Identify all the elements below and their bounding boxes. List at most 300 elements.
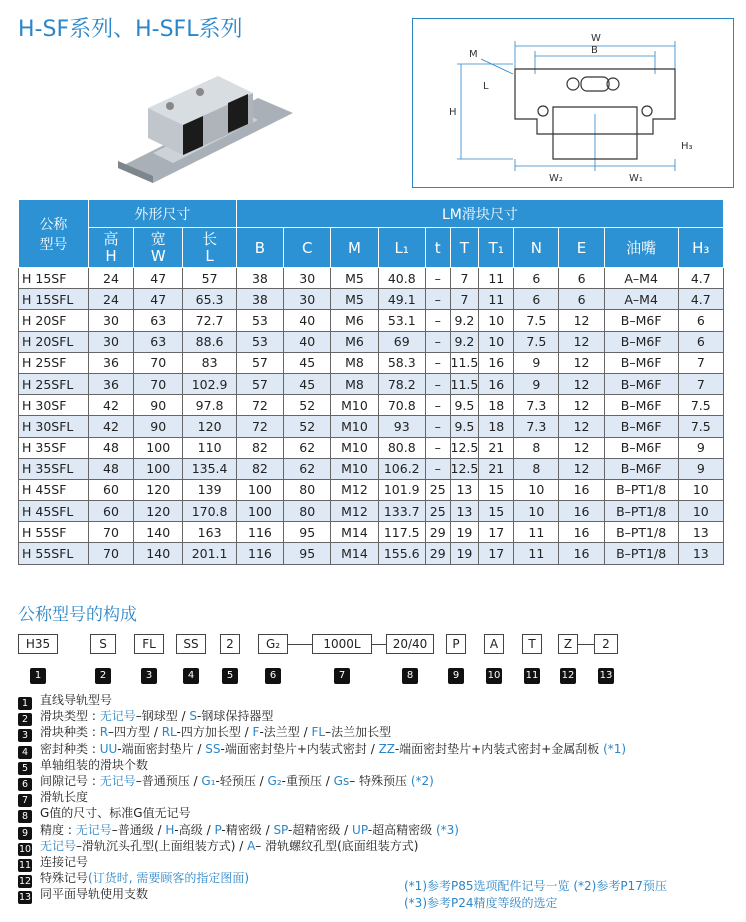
value-cell: 9.2 <box>450 331 479 352</box>
table-row <box>19 522 724 543</box>
value-cell: 120 <box>134 479 183 500</box>
model-cell: H 30SFL <box>19 416 89 437</box>
code-number-badge: 11 <box>524 668 540 684</box>
value-cell: 62 <box>284 437 331 458</box>
value-cell: 45 <box>284 373 331 394</box>
value-cell: 57 <box>183 268 236 289</box>
value-cell: 30 <box>284 289 331 310</box>
description-text: (订货时, 需要顾客的指定图面) <box>88 871 250 886</box>
note-line: (*1)参考P85选项配件记号一览 (*2)参考P17预压 <box>404 879 667 893</box>
description-text: SP <box>273 822 289 837</box>
description-text: -法兰型 / <box>259 725 312 740</box>
value-cell: 7.5 <box>514 310 559 331</box>
description-text: UU <box>99 741 118 756</box>
description-number: 8 <box>18 810 32 823</box>
code-box: 1000L <box>312 634 372 654</box>
value-cell: 12 <box>559 395 604 416</box>
value-cell: M10 <box>331 395 378 416</box>
code-number-badge: 3 <box>141 668 157 684</box>
value-cell: B–PT1/8 <box>604 501 678 522</box>
description-text: G₂ <box>267 773 282 788</box>
code-connector <box>578 644 594 645</box>
value-cell: 21 <box>479 437 514 458</box>
label-b: B <box>591 45 598 56</box>
value-cell: 9.2 <box>450 310 479 331</box>
value-cell: 11 <box>514 543 559 564</box>
description-number: 13 <box>18 892 32 904</box>
value-cell: 17 <box>479 543 514 564</box>
value-cell: 7.5 <box>678 416 723 437</box>
value-cell: 6 <box>514 268 559 289</box>
value-cell: 10 <box>514 501 559 522</box>
description-number: 10 <box>18 843 32 855</box>
value-cell: 11 <box>514 522 559 543</box>
table-row <box>19 331 724 352</box>
value-cell: 100 <box>236 479 283 500</box>
value-cell: – <box>425 268 450 289</box>
description-text: 间隙记号 : <box>40 773 100 788</box>
value-cell: 70 <box>134 352 183 373</box>
description-text: (*2) <box>410 773 434 788</box>
value-cell: 6 <box>678 331 723 352</box>
value-cell: 7.5 <box>678 395 723 416</box>
description-number: 11 <box>18 859 32 871</box>
table-row <box>19 458 724 479</box>
description-text: 连接记号 <box>40 854 89 869</box>
description-text: –钢球型 / <box>135 709 190 724</box>
value-cell: 53 <box>236 331 283 352</box>
label-h: H <box>449 107 457 118</box>
value-cell: 52 <box>284 395 331 416</box>
description-text: G₁ <box>201 773 216 788</box>
description-line <box>18 789 738 805</box>
value-cell: – <box>425 458 450 479</box>
value-cell: B–M6F <box>604 437 678 458</box>
description-text: –法兰加长型 <box>325 725 392 740</box>
header-block-col: T <box>450 228 479 268</box>
value-cell: 12 <box>559 310 604 331</box>
value-cell: 17 <box>479 522 514 543</box>
header-outer: 外形尺寸 <box>88 200 236 228</box>
value-cell: 10 <box>514 479 559 500</box>
value-cell: 93 <box>378 416 425 437</box>
value-cell: 7 <box>678 352 723 373</box>
value-cell: 101.9 <box>378 479 425 500</box>
value-cell: 47 <box>134 289 183 310</box>
description-number: 12 <box>18 876 32 888</box>
value-cell: B–M6F <box>604 352 678 373</box>
model-cell: H 30SF <box>19 395 89 416</box>
value-cell: 13 <box>678 522 723 543</box>
label-h3: H₃ <box>681 141 693 152</box>
header-outer-col: 高 H <box>88 228 133 268</box>
value-cell: 12.5 <box>450 437 479 458</box>
value-cell: 63 <box>134 310 183 331</box>
table-row <box>19 501 724 522</box>
table-row <box>19 289 724 310</box>
value-cell: 12 <box>559 458 604 479</box>
value-cell: A–M4 <box>604 268 678 289</box>
code-box: 2 <box>594 634 618 654</box>
value-cell: 13 <box>450 501 479 522</box>
value-cell: A–M4 <box>604 289 678 310</box>
reference-notes <box>404 878 667 912</box>
value-cell: 65.3 <box>183 289 236 310</box>
value-cell: B–PT1/8 <box>604 479 678 500</box>
table-row <box>19 416 724 437</box>
header-block-col: E <box>559 228 604 268</box>
value-cell: 16 <box>479 352 514 373</box>
value-cell: 95 <box>284 522 331 543</box>
description-text: 滑块种类 : <box>40 725 100 740</box>
value-cell: 83 <box>183 352 236 373</box>
value-cell: M6 <box>331 310 378 331</box>
description-line <box>18 724 738 740</box>
value-cell: 9.5 <box>450 395 479 416</box>
description-line <box>18 822 738 838</box>
header-outer-col: 宽 W <box>134 228 183 268</box>
value-cell: 6 <box>559 268 604 289</box>
value-cell: 82 <box>236 458 283 479</box>
description-number: 9 <box>18 827 32 840</box>
value-cell: 29 <box>425 543 450 564</box>
header-block-col: N <box>514 228 559 268</box>
description-text: 密封种类 : <box>40 741 100 756</box>
description-text: (*3) <box>435 822 459 837</box>
code-number-badge: 9 <box>448 668 464 684</box>
description-line <box>18 838 738 854</box>
code-number-badge: 13 <box>598 668 614 684</box>
value-cell: 40 <box>284 310 331 331</box>
code-number-badge: 5 <box>222 668 238 684</box>
code-section-title: 公称型号的构成 <box>18 605 137 625</box>
value-cell: 60 <box>88 501 133 522</box>
value-cell: 38 <box>236 268 283 289</box>
product-photo <box>108 58 308 188</box>
header-block-col: T₁ <box>479 228 514 268</box>
value-cell: 16 <box>559 543 604 564</box>
description-text: FL <box>311 725 326 740</box>
description-text: 同平面导轨使用支数 <box>40 887 149 902</box>
description-text: –滑轨沉头孔型(上面组装方式) / <box>76 838 248 853</box>
value-cell: 10 <box>678 501 723 522</box>
value-cell: 70 <box>88 543 133 564</box>
code-number-badge: 10 <box>486 668 502 684</box>
value-cell: – <box>425 373 450 394</box>
value-cell: 6 <box>678 310 723 331</box>
value-cell: 63 <box>134 331 183 352</box>
header-block-col: B <box>236 228 283 268</box>
value-cell: 13 <box>450 479 479 500</box>
description-line <box>18 708 738 724</box>
page-title: H-SF系列、H-SFL系列 <box>18 17 243 42</box>
code-box: A <box>484 634 504 654</box>
value-cell: 53.1 <box>378 310 425 331</box>
value-cell: 25 <box>425 479 450 500</box>
value-cell: 12.5 <box>450 458 479 479</box>
value-cell: 106.2 <box>378 458 425 479</box>
value-cell: M8 <box>331 373 378 394</box>
value-cell: 29 <box>425 522 450 543</box>
value-cell: 120 <box>183 416 236 437</box>
value-cell: 7.3 <box>514 416 559 437</box>
description-text: S <box>189 709 198 724</box>
value-cell: M5 <box>331 268 378 289</box>
value-cell: 13 <box>678 543 723 564</box>
value-cell: M14 <box>331 522 378 543</box>
note-line: (*3)参考P24精度等级的选定 <box>404 896 558 910</box>
value-cell: 8 <box>514 437 559 458</box>
value-cell: B–PT1/8 <box>604 522 678 543</box>
value-cell: 19 <box>450 522 479 543</box>
value-cell: 36 <box>88 373 133 394</box>
description-text: H <box>165 822 175 837</box>
description-line <box>18 805 738 821</box>
code-number-badge: 12 <box>560 668 576 684</box>
description-text: 滑块类型 : <box>40 709 100 724</box>
value-cell: 10 <box>479 331 514 352</box>
label-w1: W₁ <box>629 173 643 184</box>
code-number-badge: 6 <box>265 668 281 684</box>
value-cell: M6 <box>331 331 378 352</box>
value-cell: B–M6F <box>604 373 678 394</box>
value-cell: 21 <box>479 458 514 479</box>
value-cell: 9 <box>678 458 723 479</box>
description-text: 直线导轨型号 <box>40 693 113 707</box>
description-text: 无记号 <box>99 709 136 724</box>
value-cell: – <box>425 437 450 458</box>
value-cell: 53 <box>236 310 283 331</box>
model-cell: H 35SFL <box>19 458 89 479</box>
value-cell: 201.1 <box>183 543 236 564</box>
value-cell: 69 <box>378 331 425 352</box>
value-cell: 70 <box>88 522 133 543</box>
value-cell: 10 <box>479 310 514 331</box>
model-cell: H 25SF <box>19 352 89 373</box>
value-cell: 100 <box>236 501 283 522</box>
value-cell: 70.8 <box>378 395 425 416</box>
description-text: -端面密封垫片+内装式密封 / <box>220 741 379 756</box>
value-cell: 110 <box>183 437 236 458</box>
header-outer-col: 长 L <box>183 228 236 268</box>
table-row <box>19 479 724 500</box>
value-cell: 90 <box>134 395 183 416</box>
description-text: 精度 : <box>40 822 76 837</box>
model-cell: H 15SF <box>19 268 89 289</box>
value-cell: M10 <box>331 437 378 458</box>
description-text: P <box>214 822 222 837</box>
description-text: – 滑轨螺纹孔型(底面组装方式) <box>255 838 419 853</box>
value-cell: 11 <box>479 289 514 310</box>
value-cell: M8 <box>331 352 378 373</box>
value-cell: 25 <box>425 501 450 522</box>
value-cell: 36 <box>88 352 133 373</box>
value-cell: 7 <box>450 289 479 310</box>
value-cell: 15 <box>479 501 514 522</box>
value-cell: 40 <box>284 331 331 352</box>
value-cell: 133.7 <box>378 501 425 522</box>
value-cell: M5 <box>331 289 378 310</box>
value-cell: 58.3 <box>378 352 425 373</box>
value-cell: 42 <box>88 395 133 416</box>
description-text: -超精密级 / <box>288 822 353 837</box>
value-cell: 57 <box>236 352 283 373</box>
code-box: G₂ <box>258 634 288 654</box>
description-number: 4 <box>18 746 32 759</box>
description-line <box>18 757 738 773</box>
value-cell: 140 <box>134 543 183 564</box>
description-text: 无记号 <box>99 773 136 788</box>
value-cell: 95 <box>284 543 331 564</box>
value-cell: 24 <box>88 268 133 289</box>
description-line <box>18 773 738 789</box>
value-cell: 30 <box>88 310 133 331</box>
value-cell: 16 <box>479 373 514 394</box>
value-cell: 4.7 <box>678 289 723 310</box>
header-h3: H₃ <box>678 228 723 268</box>
value-cell: 48 <box>88 458 133 479</box>
code-connector <box>372 644 386 645</box>
value-cell: 18 <box>479 395 514 416</box>
description-line <box>18 692 738 708</box>
value-cell: 78.2 <box>378 373 425 394</box>
value-cell: 12 <box>559 373 604 394</box>
code-box: SS <box>176 634 206 654</box>
table-row <box>19 395 724 416</box>
description-text: -超高精密级 <box>367 822 436 837</box>
label-m: M <box>469 49 478 60</box>
value-cell: 155.6 <box>378 543 425 564</box>
description-text: –四方型 / <box>108 725 162 740</box>
description-text: RL <box>161 725 177 740</box>
value-cell: – <box>425 331 450 352</box>
value-cell: 90 <box>134 416 183 437</box>
value-cell: 102.9 <box>183 373 236 394</box>
description-text: -端面密封垫片+内装式密封+金属刮板 <box>394 741 604 756</box>
value-cell: 116 <box>236 543 283 564</box>
description-text: (*1) <box>603 741 627 756</box>
value-cell: 52 <box>284 416 331 437</box>
header-block: LM滑块尺寸 <box>236 200 723 228</box>
value-cell: 47 <box>134 268 183 289</box>
value-cell: 163 <box>183 522 236 543</box>
value-cell: 135.4 <box>183 458 236 479</box>
code-box: S <box>90 634 116 654</box>
label-l1: L <box>483 81 489 92</box>
header-block-col: M <box>331 228 378 268</box>
value-cell: 57 <box>236 373 283 394</box>
description-text: A <box>247 838 256 853</box>
spec-table <box>18 199 724 565</box>
value-cell: M10 <box>331 416 378 437</box>
description-line <box>18 854 738 870</box>
value-cell: 120 <box>134 501 183 522</box>
value-cell: – <box>425 352 450 373</box>
model-cell: H 20SFL <box>19 331 89 352</box>
value-cell: 18 <box>479 416 514 437</box>
value-cell: 100 <box>134 437 183 458</box>
value-cell: 70 <box>134 373 183 394</box>
value-cell: 82 <box>236 437 283 458</box>
header-block-col: C <box>284 228 331 268</box>
value-cell: 49.1 <box>378 289 425 310</box>
code-number-badge: 8 <box>402 668 418 684</box>
description-line <box>18 741 738 757</box>
value-cell: 116 <box>236 522 283 543</box>
value-cell: 6 <box>559 289 604 310</box>
value-cell: 30 <box>88 331 133 352</box>
description-text: Gs <box>333 773 350 788</box>
value-cell: 19 <box>450 543 479 564</box>
value-cell: – <box>425 310 450 331</box>
description-text: – 特殊预压 <box>349 773 411 788</box>
description-text: UP <box>352 822 368 837</box>
value-cell: 100 <box>134 458 183 479</box>
value-cell: 12 <box>559 437 604 458</box>
code-number-badge: 1 <box>30 668 46 684</box>
value-cell: 7.5 <box>514 331 559 352</box>
code-box: P <box>446 634 466 654</box>
description-text: -轻预压 / <box>215 773 268 788</box>
code-box: Z <box>558 634 578 654</box>
value-cell: 117.5 <box>378 522 425 543</box>
value-cell: 9.5 <box>450 416 479 437</box>
value-cell: 7 <box>450 268 479 289</box>
value-cell: 6 <box>514 289 559 310</box>
value-cell: B–M6F <box>604 331 678 352</box>
value-cell: 11 <box>479 268 514 289</box>
description-text: -端面密封垫片 / <box>117 741 206 756</box>
description-text: SS <box>205 741 221 756</box>
table-row <box>19 373 724 394</box>
description-text: F <box>252 725 260 740</box>
model-cell: H 20SF <box>19 310 89 331</box>
table-row <box>19 437 724 458</box>
description-text: -精密级 / <box>221 822 274 837</box>
value-cell: B–M6F <box>604 458 678 479</box>
value-cell: 7 <box>678 373 723 394</box>
description-text: –普通级 / <box>111 822 166 837</box>
model-cell: H 45SFL <box>19 501 89 522</box>
value-cell: 38 <box>236 289 283 310</box>
model-cell: H 35SF <box>19 437 89 458</box>
description-text: R <box>99 725 109 740</box>
description-text: -高级 / <box>174 822 215 837</box>
code-box: FL <box>134 634 164 654</box>
label-w: W <box>591 33 601 44</box>
value-cell: 40.8 <box>378 268 425 289</box>
description-number: 2 <box>18 713 32 726</box>
code-box: T <box>522 634 542 654</box>
value-cell: 60 <box>88 479 133 500</box>
description-text: -钢球保持器型 <box>197 709 274 724</box>
description-text: G值的尺寸、标准G值无记号 <box>40 806 191 821</box>
value-cell: 12 <box>559 416 604 437</box>
value-cell: B–M6F <box>604 395 678 416</box>
table-row <box>19 268 724 289</box>
description-text: 特殊记号 <box>40 871 89 886</box>
value-cell: M14 <box>331 543 378 564</box>
header-block-col: L₁ <box>378 228 425 268</box>
value-cell: 16 <box>559 479 604 500</box>
value-cell: 45 <box>284 352 331 373</box>
code-connector <box>288 644 312 645</box>
model-cell: H 15SFL <box>19 289 89 310</box>
value-cell: 30 <box>284 268 331 289</box>
model-cell: H 55SF <box>19 522 89 543</box>
value-cell: B–M6F <box>604 416 678 437</box>
description-text: 滑轨长度 <box>40 790 89 805</box>
